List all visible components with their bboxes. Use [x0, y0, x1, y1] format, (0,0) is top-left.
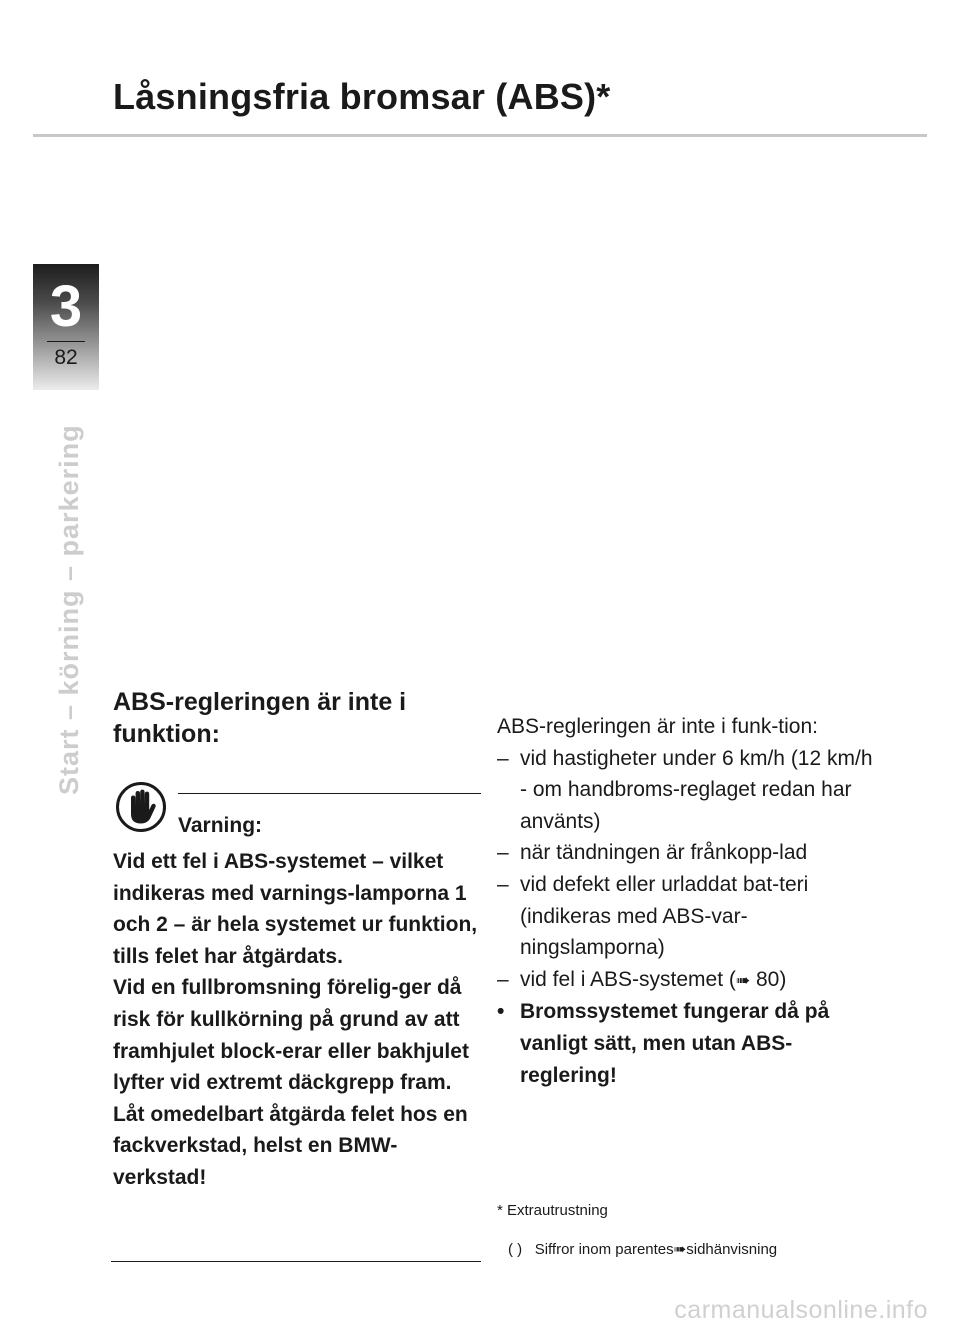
legend-text-after: sidhänvisning	[686, 1241, 778, 1258]
warning-paragraph: Vid en fullbromsning förelig-ger då risk för kullkörning på grund av att framhjulet block-erar eller bakhjulet lyfter vid extremt däckgrepp fram.	[113, 976, 469, 1095]
chapter-divider	[47, 341, 85, 342]
legend-parens: ( )	[508, 1241, 523, 1258]
chapter-number: 3	[49, 274, 83, 339]
list-item-text: Bromssystemet fungerar då på vanligt sätt, men utan ABS-reglering!	[520, 1000, 830, 1087]
raised-hand-icon	[116, 782, 166, 832]
page-reference-legend	[508, 1240, 777, 1258]
page-reference: 80)	[750, 967, 787, 991]
list-item	[497, 964, 877, 997]
dash-marker: –	[497, 872, 509, 896]
list-item-text: vid hastigheter under 6 km/h (12 km/h - om handbroms-reglaget redan har använts)	[520, 746, 873, 833]
dash-marker: –	[497, 967, 509, 991]
footnote-extra-equipment: * Extrautrustning	[497, 1202, 608, 1219]
warning-paragraph: Låt omedelbart åtgärda felet hos en fackverkstad, helst en BMW-verkstad!	[113, 1102, 468, 1189]
list-item	[497, 869, 877, 964]
warning-text	[113, 846, 483, 1194]
warning-paragraph: Vid ett fel i ABS-systemet – vilket indikeras med varnings-lamporna 1 och 2 – är hela systemet ur funktion, tills felet har åtgärdats.	[113, 850, 478, 968]
warning-top-rule	[178, 793, 481, 794]
list-item-text: vid defekt eller urladdat bat-teri (indikeras med ABS-var-ningslamporna)	[520, 872, 809, 960]
chapter-tab	[33, 264, 99, 390]
left-column	[113, 686, 483, 750]
list-item-text: vid fel i ABS-systemet (	[520, 967, 736, 991]
warning-bottom-rule	[111, 1261, 481, 1262]
right-column	[497, 711, 877, 1091]
bullet-marker: •	[497, 1000, 505, 1024]
dash-marker: –	[497, 841, 509, 865]
list-item-text: när tändningen är frånkopp-lad	[520, 841, 808, 865]
intro-text: ABS-regleringen är inte i funk-tion:	[497, 715, 818, 738]
legend-text: Siffror inom parentes	[534, 1241, 674, 1258]
watermark: carmanualsonline.info	[674, 1296, 928, 1324]
page-title: Låsningsfria bromsar (ABS)*	[113, 76, 611, 117]
section-heading: ABS-regleringen är inte i funktion:	[113, 688, 407, 748]
legend-arrow-icon: ➠	[673, 1241, 687, 1258]
title-divider	[33, 134, 927, 137]
list-item	[497, 837, 877, 869]
condition-list	[497, 743, 877, 1092]
list-item	[497, 743, 877, 838]
page-reference-arrow-icon: ➠	[735, 970, 751, 990]
list-item	[497, 996, 877, 1091]
page-number: 82	[54, 346, 78, 369]
section-label: Start – körning – parkering	[54, 424, 84, 795]
dash-marker: –	[497, 746, 509, 770]
warning-label: Varning:	[178, 814, 263, 837]
